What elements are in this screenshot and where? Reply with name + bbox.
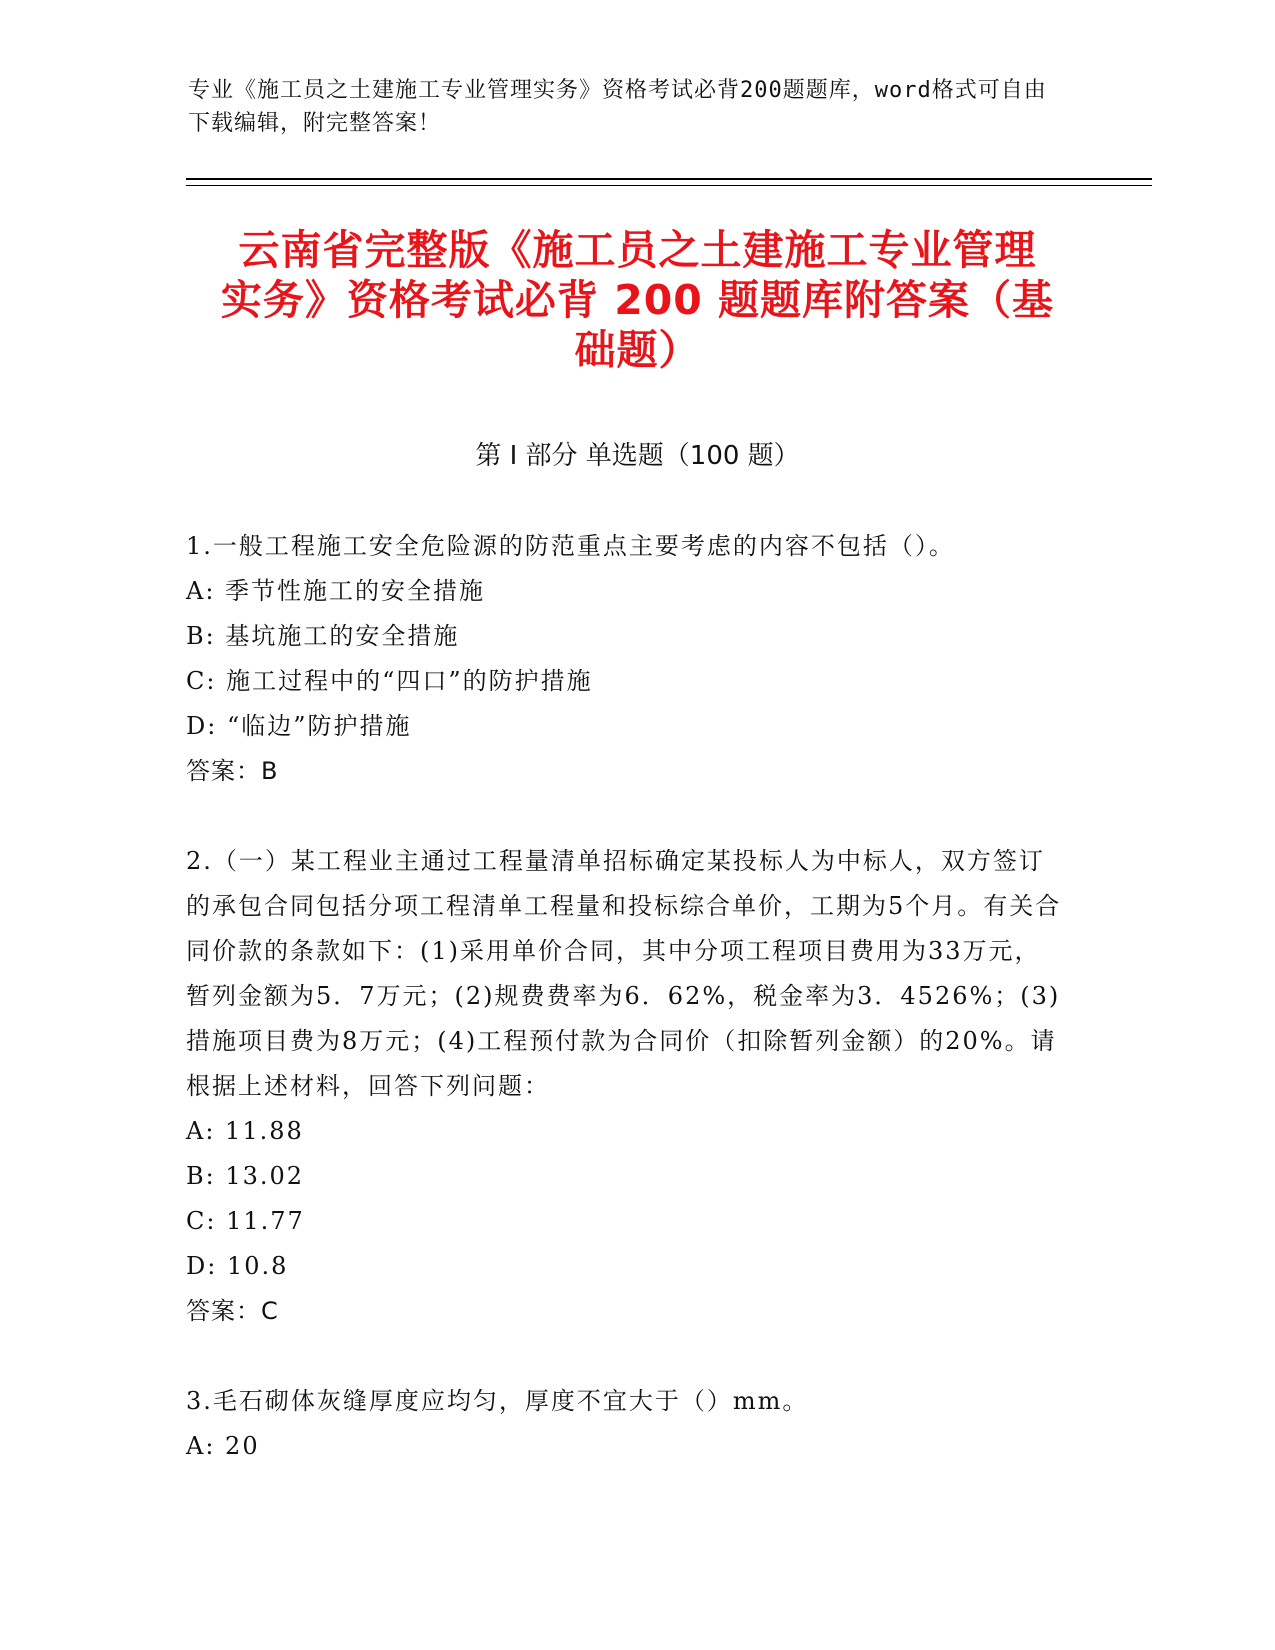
header-note: 专业《施工员之土建施工专业管理实务》资格考试必背200题题库，word格式可自由下载编辑，附完整答案！ xyxy=(188,78,1047,136)
option-d: D: “临边”防护措施 xyxy=(186,712,412,740)
spacer xyxy=(186,794,1066,839)
answer: 答案：B xyxy=(186,757,279,785)
option-a: A: 20 xyxy=(186,1432,260,1460)
question-2 xyxy=(186,839,1066,1334)
option-b: B: 13.02 xyxy=(186,1162,305,1190)
spacer xyxy=(186,1334,1066,1379)
option-d: D: 10.8 xyxy=(186,1252,289,1280)
option-c: C: 11.77 xyxy=(186,1207,305,1235)
question-3 xyxy=(186,1379,1066,1469)
document-title-line-1: 云南省完整版《施工员之土建施工专业管理 xyxy=(238,226,1037,274)
section-title: 第 I 部分 单选题（100 题） xyxy=(475,441,800,471)
question-list xyxy=(186,524,1066,1469)
question-1 xyxy=(186,524,1066,794)
question-stem: 3.毛石砌体灰缝厚度应均匀，厚度不宜大于（）mm。 xyxy=(186,1387,809,1415)
answer: 答案：C xyxy=(186,1297,279,1325)
question-stem: 2.（一）某工程业主通过工程量清单招标确定某投标人为中标人，双方签订的承包合同包括分项工程清单工程量和投标综合单价，工期为5个月。有关合同价款的条款如下：(1)采用单价合同，其中分项工程项目费用为33万元，暂列金额为5．7万元；(2)规费费率为6．62%，税金率为3．4526%；(3)措施项目费为8万元；(4)工程预付款为合同价（扣除暂列金额）的20%。请根据上述材料，回答下列问题： xyxy=(186,847,1062,1100)
document-title xyxy=(170,225,1105,375)
option-c: C: 施工过程中的“四口”的防护措施 xyxy=(186,667,593,695)
header-rule-thin xyxy=(186,185,1152,186)
header-rule-thick xyxy=(186,178,1152,180)
question-stem: 1.一般工程施工安全危险源的防范重点主要考虑的内容不包括（）。 xyxy=(186,532,955,560)
option-b: B: 基坑施工的安全措施 xyxy=(186,622,460,650)
document-title-line-3: 础题） xyxy=(574,326,701,374)
option-a: A: 11.88 xyxy=(186,1117,304,1145)
document-title-line-2: 实务》资格考试必背 200 题题库附答案（基 xyxy=(220,276,1055,324)
option-a: A: 季节性施工的安全措施 xyxy=(186,577,486,605)
